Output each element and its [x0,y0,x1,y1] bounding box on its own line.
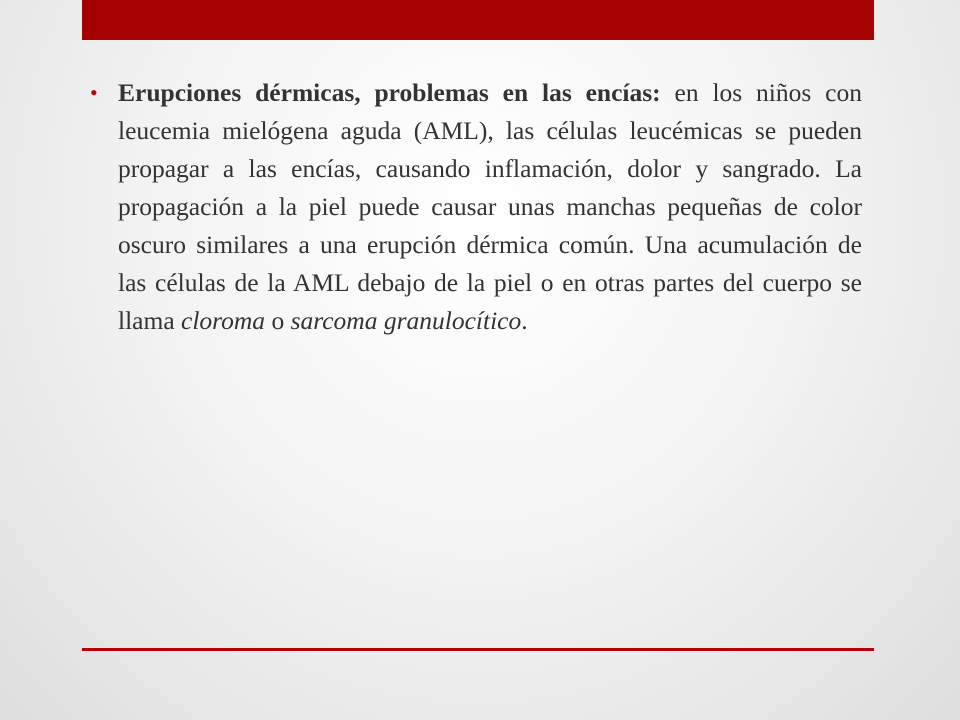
bottom-divider [82,648,874,651]
bullet-icon: • [90,80,98,105]
bullet-body-text: en los niños con leucemia mielógena aguda (AML), las células leucémicas se pueden propagar a las encías, causando inflamación, dolor y sangrado. La propagación a la piel puede causar unas manchas pequeñas de color oscuro similares a una erupción dérmica común. Una acumulación de las células de la AML debajo de la piel o en otras partes del cuerpo se llama [118,78,862,335]
term-connector: o [265,306,291,335]
term-sarcoma-granulocitico: sarcoma granulocítico [290,306,522,335]
slide-content [86,74,862,340]
bullet-item [86,74,862,340]
sentence-end: . [521,306,528,335]
term-cloroma: cloroma [181,306,266,335]
top-accent-bar [82,0,874,40]
bullet-lead-text: Erupciones dérmicas, problemas en las encías: [118,78,661,107]
